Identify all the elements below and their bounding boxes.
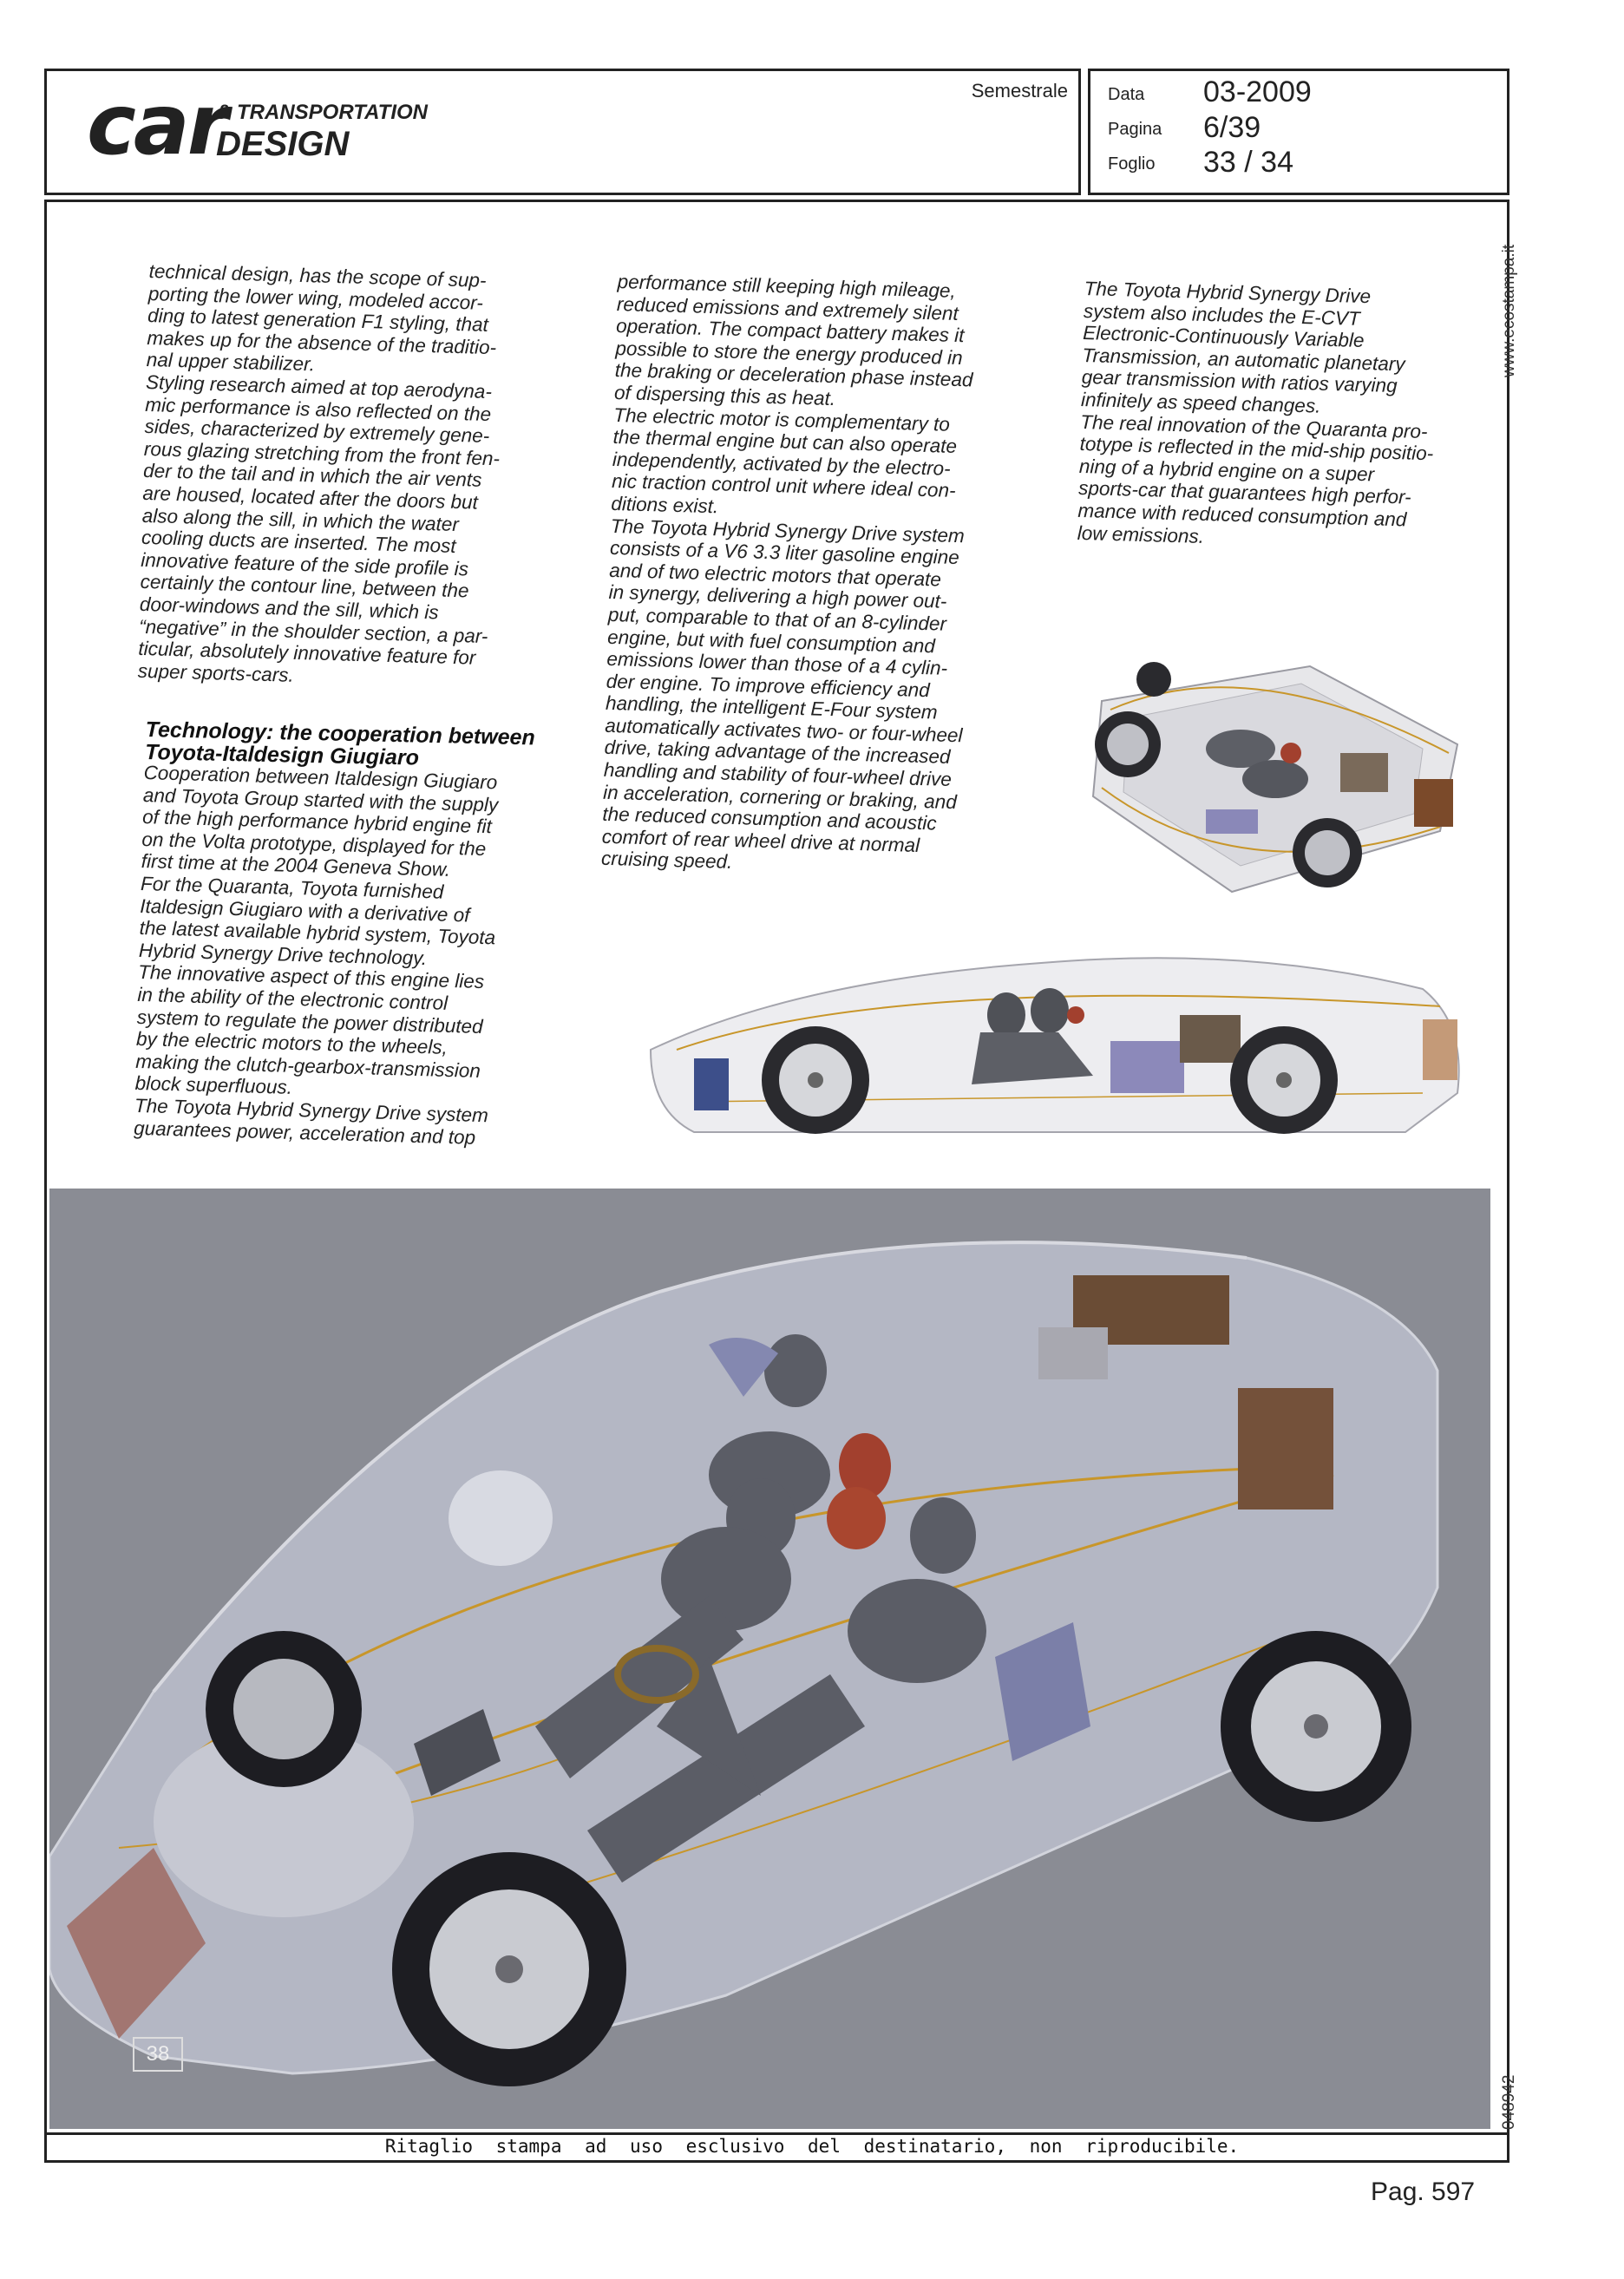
clipping-disclaimer: Ritaglio stampa ad uso esclusivo del destinatario, non riproducibile. bbox=[384, 2136, 1240, 2157]
chassis-top-view-image bbox=[1076, 649, 1475, 909]
issue-meta-box bbox=[1088, 69, 1509, 195]
magazine-page-badge: 38 bbox=[133, 2037, 183, 2072]
page-number: Pag. 597 bbox=[1371, 2177, 1476, 2206]
footer-divider bbox=[44, 2132, 1509, 2135]
article-col1-paragraph-1: technical design, has the scope of sup- porting the lower wing, modeled accor- ding to latest generation F1 styling, that makes up for the absence of the traditio- nal upper stabilizer. Styling research aimed at top aerodyna- mic performance is also reflected on the sides, characterized by extremely gene- rous glazing stretching from the front fen- der to the tail and in which the air vents are housed, located after the doors but also along the sill, in which the water cooling ducts are inserted. The most innovative feature of the side profile is certainly the contour line, between the door-windows and the sill, which is “negative” in the shoulder section, a par- ticular, absolutely innovative feature for super sports-cars. bbox=[137, 260, 501, 686]
transparent-car-render-image bbox=[49, 1189, 1490, 2129]
article-col1-paragraph-2: Cooperation between Italdesign Giugiaro and Toyota Group started with the supply of the high performance hybrid engine fit on the Volta prototype, displayed for the first time at the 2004 Geneva Show. For the Quaranta, Toyota furnished Italdesign Giugiaro with a derivative of the latest available hybrid system, Toyota Hybrid Synergy Drive technology. The innovative aspect of this engine lies in the ability of the electronic control system to regulate the power distributed by the electric motors to the wheels, making the clutch-gearbox-transmission block superfluous. The Toyota Hybrid Synergy Drive system guarantees power, acceleration and top bbox=[133, 762, 499, 1149]
publication-frequency: Semestrale bbox=[971, 80, 1068, 102]
article-section-heading: Technology: the cooperation between Toyota-Italdesign Giugiaro bbox=[144, 717, 536, 770]
masthead-box bbox=[44, 69, 1081, 195]
foglio-label: Foglio bbox=[1108, 154, 1156, 174]
chassis-side-view-image bbox=[642, 928, 1475, 1171]
foglio-value: 33 / 34 bbox=[1203, 146, 1293, 179]
car-render-illustration bbox=[49, 1189, 1490, 2129]
data-label: Data bbox=[1108, 85, 1145, 104]
logo-subtitle-design: DESIGN bbox=[216, 125, 350, 163]
article-col2: performance still keeping high mileage, reduced emissions and extremely silent operation. The compact battery makes it possible to store the energy produced in the braking or deceleration phase instead of dispersing this as heat. The electric motor is complementary to the thermal engine but can also operate independently, activated by the electro- nic traction control unit where ideal con- ditions exist. The Toyota Hybrid Synergy Drive system consists of a V6 3.3 liter gasoline engine and of two electric motors that operate in synergy, delivering a high power out- put, comparable to that of an 8-cylinder engine, but with fuel consumption and emissions lower than those of a 4 cylin- der engine. To improve efficiency and handling, the intelligent E-Four system automatically activates two- or four-wheel drive, taking advantage of the increased handling and stability of four-wheel drive in acceleration, cornering or braking, and the reduced consumption and acoustic comfort of rear wheel drive at normal cruising speed. bbox=[600, 271, 973, 874]
side-code: 048942 bbox=[1500, 2074, 1518, 2130]
logo-subtitle-transportation: & TRANSPORTATION bbox=[216, 101, 428, 124]
pagina-value: 6/39 bbox=[1203, 111, 1261, 144]
data-value: 03-2009 bbox=[1203, 75, 1312, 108]
article-col3: The Toyota Hybrid Synergy Drive system also includes the E-CVT Electronic-Continuously Variable Transmission, an automatic planetary gear transmission with ratios varying infinitely as speed changes. The real innovation of the Quaranta pro- totype is reflected in the mid-ship positio- ning of a hybrid engine on a super sports-car that guarantees high perfor- mance with reduced consumption and low emissions. bbox=[1077, 278, 1434, 547]
pagina-label: Pagina bbox=[1108, 120, 1162, 139]
logo-car: car bbox=[87, 76, 226, 174]
side-url: www.ecostampa.it bbox=[1500, 244, 1518, 377]
